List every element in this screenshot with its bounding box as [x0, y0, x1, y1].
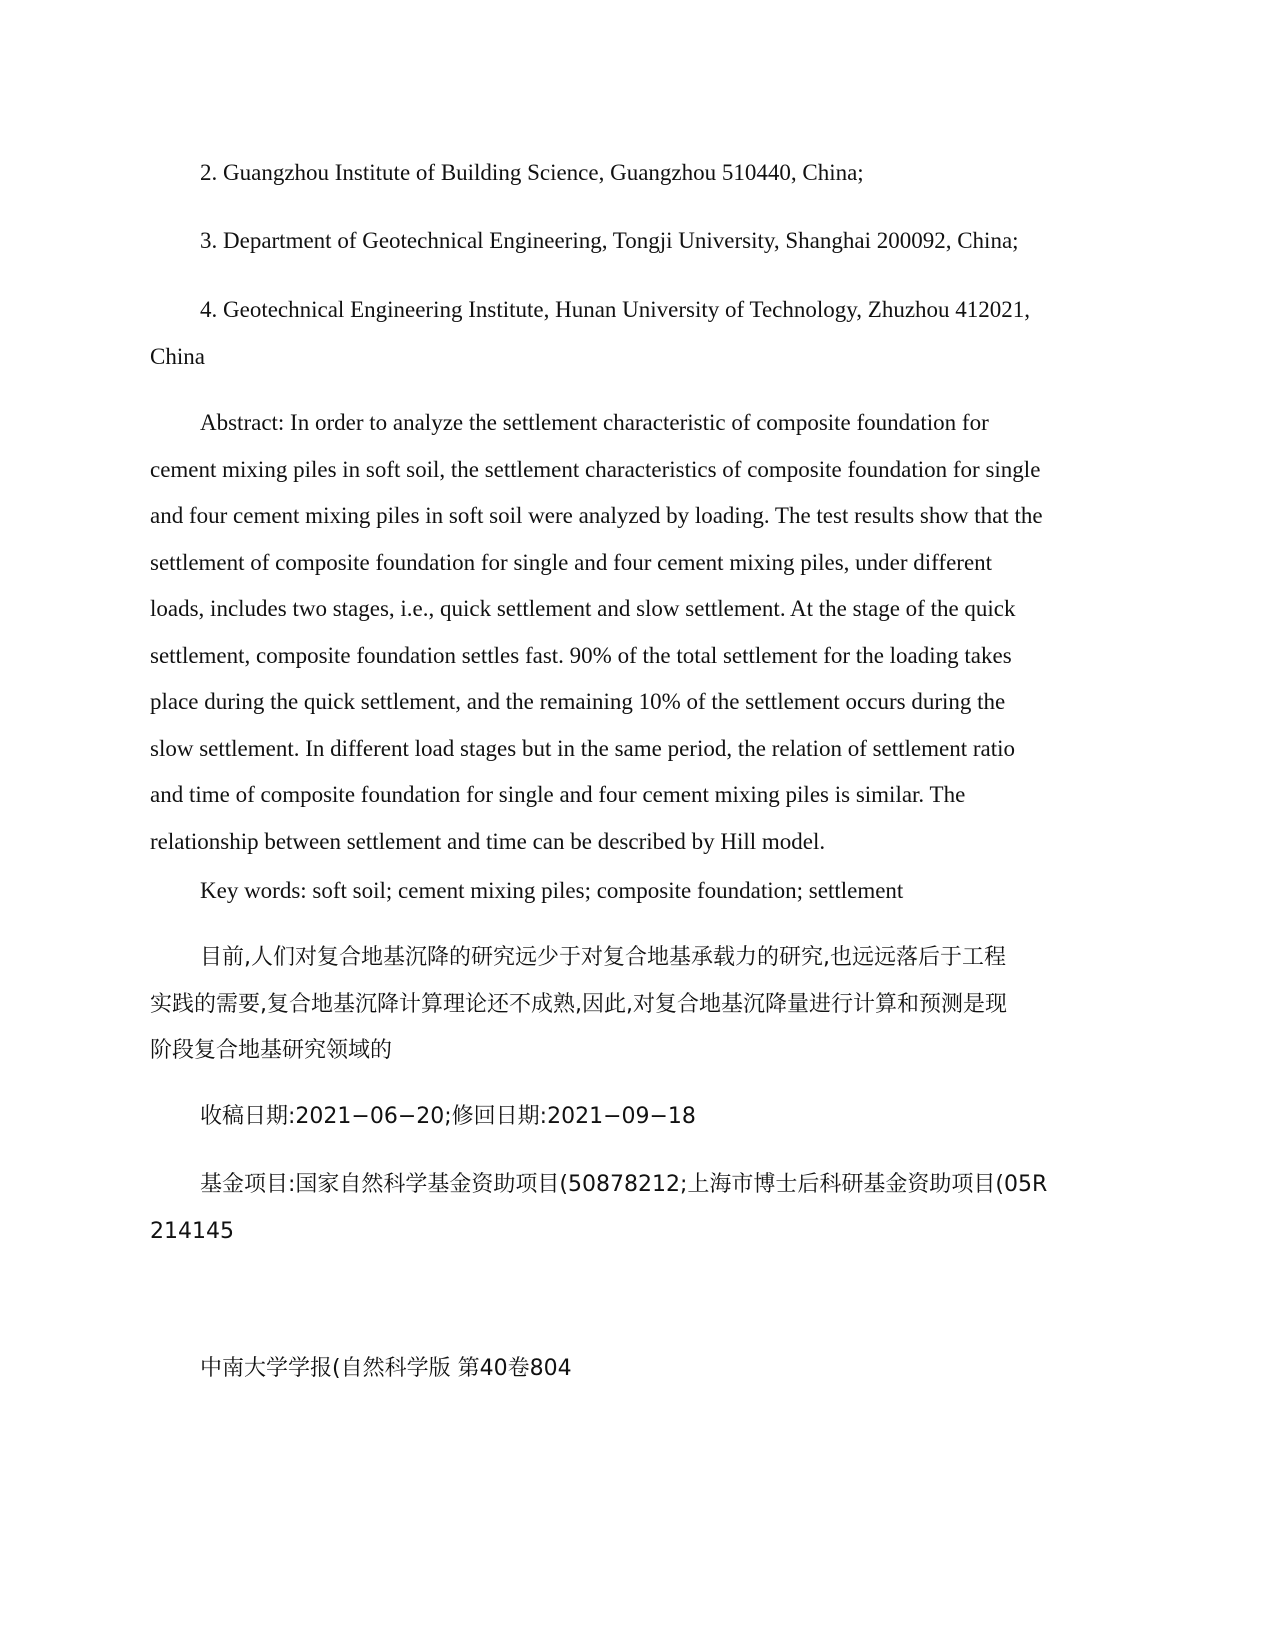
abstract	[150, 400, 1125, 865]
abstract-line: place during the quick settlement, and the remaining 10% of the settlement occurs during the	[150, 689, 1006, 714]
introduction	[150, 935, 1125, 1075]
abstract-line: slow settlement. In different load stages but in the same period, the relation of settlement ratio	[150, 735, 1016, 761]
affiliation-2: 2. Guangzhou Institute of Building Science, Guangzhou 510440, China;	[200, 160, 864, 185]
abstract-line: Abstract: In order to analyze the settlement characteristic of composite foundation for	[200, 410, 989, 435]
abstract-line: and four cement mixing piles in soft soil were analyzed by loading. The test results show that the	[150, 503, 1043, 528]
intro-line: 阶段复合地基研究领域的	[150, 1038, 393, 1063]
intro-line: 目前,人们对复合地基沉降的研究远少于对复合地基承载力的研究,也远远落后于工程	[200, 945, 1006, 970]
abstract-line: settlement, composite foundation settles fast. 90% of the total settlement for the loading takes	[150, 642, 1012, 668]
received-date: 收稿日期:2021−06−20;修回日期:2021−09−18	[200, 1104, 696, 1129]
fund-note	[150, 1162, 1125, 1255]
abstract-line: relationship between settlement and time can be described by Hill model.	[150, 828, 826, 854]
fund-line-2: 214145	[150, 1218, 234, 1244]
affiliation-4-line-2: China	[150, 343, 205, 369]
abstract-line: and time of composite foundation for single and four cement mixing piles is similar. The	[150, 782, 966, 807]
affiliation-3: 3. Department of Geotechnical Engineering, Tongji University, Shanghai 200092, China;	[200, 228, 1019, 253]
journal-footer: 中南大学学报(自然科学版 第40卷804	[200, 1356, 572, 1381]
intro-line: 实践的需要,复合地基沉降计算理论还不成熟,因此,对复合地基沉降量进行计算和预测是现	[150, 991, 1007, 1017]
abstract-line: cement mixing piles in soft soil, the settlement characteristics of composite foundation for single	[150, 456, 1041, 482]
keywords: Key words: soft soil; cement mixing piles; composite foundation; settlement	[200, 878, 904, 903]
fund-line-1: 基金项目:国家自然科学基金资助项目(50878212;上海市博士后科研基金资助项目(05R	[200, 1172, 1048, 1197]
abstract-line: loads, includes two stages, i.e., quick settlement and slow settlement. At the stage of the quick	[150, 596, 1016, 621]
affiliation-4-line-1: 4. Geotechnical Engineering Institute, Hunan University of Technology, Zhuzhou 412021,	[200, 297, 1031, 322]
abstract-line: settlement of composite foundation for single and four cement mixing piles, under different	[150, 549, 993, 575]
affiliation-4	[150, 287, 1125, 380]
